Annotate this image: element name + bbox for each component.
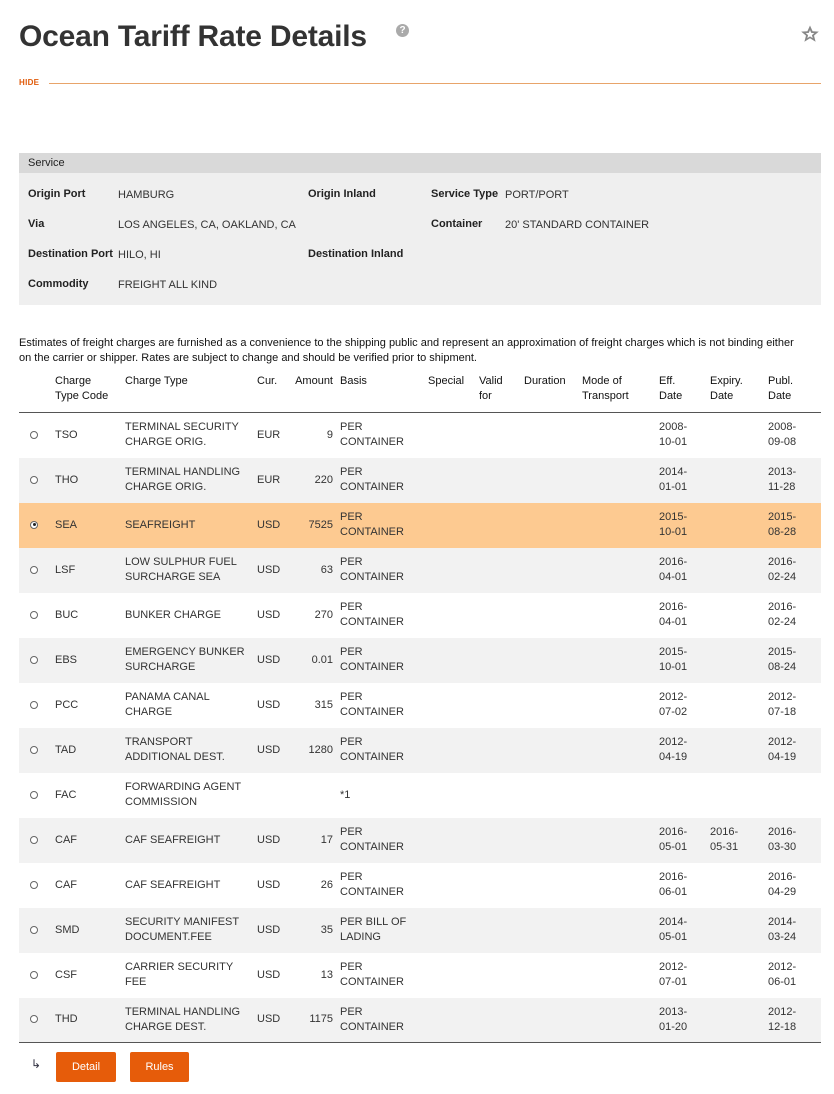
duration-cell xyxy=(524,818,582,863)
expiry-date-cell xyxy=(710,503,768,548)
row-radio-button[interactable] xyxy=(30,431,38,439)
eff-date-cell: 2016- 04-01 xyxy=(659,601,688,628)
publ-date-cell: 2013- 11-28 xyxy=(768,458,821,503)
row-radio-button[interactable] xyxy=(30,701,38,709)
destination-port-value: HILO, HI xyxy=(118,249,161,261)
publ-date-cell: 2015- 08-28 xyxy=(768,503,821,548)
hide-toggle-row xyxy=(19,78,821,90)
charge-code-cell: FAC xyxy=(55,788,77,801)
special-cell xyxy=(428,773,479,818)
eff-date-cell: 2016- 04-01 xyxy=(659,548,710,593)
container-value: 20' STANDARD CONTAINER xyxy=(505,219,650,231)
duration-cell xyxy=(524,953,582,998)
charge-code-cell: BUC xyxy=(55,608,79,621)
col-amount-header: Amount xyxy=(287,372,340,413)
duration-cell xyxy=(524,773,582,818)
charge-code-cell: SEA xyxy=(55,503,125,548)
charge-type-cell: LOW SULPHUR FUEL SURCHARGE SEA xyxy=(125,548,257,593)
selection-arrow-icon: ↳ xyxy=(31,1057,42,1071)
hide-link[interactable]: HIDE xyxy=(19,78,40,87)
currency-cell: EUR xyxy=(257,428,281,441)
eff-date-cell: 2014- 05-01 xyxy=(659,908,710,953)
amount-cell: 13 xyxy=(320,968,333,981)
origin-port-label: Origin Port xyxy=(28,188,86,200)
row-select-cell xyxy=(19,503,55,548)
charge-code-cell: CAF xyxy=(55,818,125,863)
currency-cell: USD xyxy=(257,728,287,773)
publ-date-cell: 2015- 08-24 xyxy=(768,638,821,683)
currency-cell: USD xyxy=(257,608,281,621)
row-radio-button[interactable] xyxy=(30,881,38,889)
amount-cell: 0.01 xyxy=(287,638,340,683)
table-row[interactable] xyxy=(19,863,821,908)
mode-cell xyxy=(582,773,659,818)
row-radio-button[interactable] xyxy=(30,611,38,619)
charge-code-cell: CAF xyxy=(55,878,77,891)
basis-cell: PER CONTAINER xyxy=(340,421,404,449)
publ-date-cell: 2016- 02-24 xyxy=(768,548,821,593)
currency-cell: EUR xyxy=(257,458,287,503)
divider xyxy=(49,83,821,84)
row-radio-button[interactable] xyxy=(30,791,38,799)
detail-button[interactable]: Detail xyxy=(56,1052,116,1082)
special-cell xyxy=(428,458,479,503)
special-cell xyxy=(428,638,479,683)
eff-date-cell: 2015- 10-01 xyxy=(659,503,710,548)
charge-type-cell: TRANSPORT ADDITIONAL DEST. xyxy=(125,728,257,773)
eff-date-cell: 2016- 05-01 xyxy=(659,818,710,863)
basis-cell: PER CONTAINER xyxy=(340,728,428,773)
rates-table xyxy=(19,372,821,1043)
basis-cell: PER CONTAINER xyxy=(340,548,428,593)
mode-cell xyxy=(582,503,659,548)
duration-cell xyxy=(524,728,582,773)
eff-date-cell: 2013- 01-20 xyxy=(659,998,710,1043)
help-icon[interactable]: ? xyxy=(396,24,409,37)
expiry-date-cell: 2016- 05-31 xyxy=(710,818,768,863)
currency-cell: USD xyxy=(257,503,287,548)
special-cell xyxy=(428,728,479,773)
charge-type-cell: CAF SEAFREIGHT xyxy=(125,818,257,863)
publ-date-cell: 2016- 03-30 xyxy=(768,818,821,863)
special-cell xyxy=(428,683,479,728)
duration-cell xyxy=(524,683,582,728)
page-title: Ocean Tariff Rate Details xyxy=(19,20,367,53)
amount-cell: 63 xyxy=(287,548,340,593)
table-row[interactable] xyxy=(19,953,821,998)
row-select-cell xyxy=(19,998,55,1043)
valid-for-cell xyxy=(479,638,524,683)
valid-for-cell xyxy=(479,773,524,818)
mode-cell xyxy=(582,593,659,638)
commodity-value: FREIGHT ALL KIND xyxy=(118,279,218,291)
origin-inland-label: Origin Inland xyxy=(308,188,376,200)
col-mode-header: Mode of Transport xyxy=(582,372,659,413)
charge-type-cell: FORWARDING AGENT COMMISSION xyxy=(125,781,242,808)
eff-date-cell: 2014- 01-01 xyxy=(659,458,710,503)
row-select-cell xyxy=(19,863,55,908)
table-row[interactable] xyxy=(19,548,821,593)
mode-cell xyxy=(582,998,659,1043)
special-cell xyxy=(428,998,479,1043)
valid-for-cell xyxy=(479,728,524,773)
duration-cell xyxy=(524,638,582,683)
amount-cell: 220 xyxy=(287,458,340,503)
service-header: Service xyxy=(19,153,821,173)
expiry-date-cell xyxy=(710,638,768,683)
publ-date-cell: 2012- 07-18 xyxy=(768,691,797,718)
mode-cell xyxy=(582,548,659,593)
currency-cell: USD xyxy=(257,818,287,863)
row-radio-button[interactable] xyxy=(30,521,38,529)
charge-code-cell: TAD xyxy=(55,728,125,773)
basis-cell: PER CONTAINER xyxy=(340,961,404,988)
currency-cell: USD xyxy=(257,698,281,711)
row-select-cell xyxy=(19,728,55,773)
row-radio-button[interactable] xyxy=(30,971,38,979)
col-charge-type-code-header: Charge Type Code xyxy=(55,372,125,413)
amount-cell: 315 xyxy=(314,698,333,711)
currency-cell: USD xyxy=(257,968,281,981)
row-select-cell xyxy=(19,638,55,683)
via-value: LOS ANGELES, CA, OAKLAND, CA xyxy=(118,219,296,231)
charge-code-cell: EBS xyxy=(55,638,125,683)
valid-for-cell xyxy=(479,413,524,458)
duration-cell xyxy=(524,998,582,1043)
service-panel xyxy=(19,153,821,305)
table-row[interactable] xyxy=(19,413,821,458)
row-select-cell xyxy=(19,683,55,728)
basis-cell: PER CONTAINER xyxy=(340,818,428,863)
duration-cell xyxy=(524,593,582,638)
table-row[interactable] xyxy=(19,683,821,728)
expiry-date-cell xyxy=(710,773,768,818)
mode-cell xyxy=(582,728,659,773)
currency-cell: USD xyxy=(257,908,287,953)
basis-cell: PER CONTAINER xyxy=(340,601,404,628)
amount-cell: 1280 xyxy=(287,728,340,773)
amount-cell: 1175 xyxy=(287,998,340,1043)
amount-cell: 26 xyxy=(320,878,333,891)
expiry-date-cell xyxy=(710,728,768,773)
rules-button[interactable]: Rules xyxy=(130,1052,189,1082)
mode-cell xyxy=(582,953,659,998)
valid-for-cell xyxy=(479,458,524,503)
col-duration-header: Duration xyxy=(524,372,582,413)
table-row[interactable] xyxy=(19,593,821,638)
expiry-date-cell xyxy=(710,593,768,638)
duration-cell xyxy=(524,413,582,458)
row-select-cell xyxy=(19,413,55,458)
mode-cell xyxy=(582,863,659,908)
destination-port-label: Destination Port xyxy=(28,248,113,260)
duration-cell xyxy=(524,908,582,953)
valid-for-cell xyxy=(479,863,524,908)
eff-date-cell: 2008- 10-01 xyxy=(659,421,688,449)
valid-for-cell xyxy=(479,998,524,1043)
table-row[interactable] xyxy=(19,458,821,503)
expiry-date-cell xyxy=(710,458,768,503)
via-label: Via xyxy=(28,218,45,230)
currency-cell: USD xyxy=(257,548,287,593)
amount-cell: 35 xyxy=(287,908,340,953)
special-cell xyxy=(428,548,479,593)
col-publ-date-header: Publ. Date xyxy=(768,372,821,413)
charge-type-cell: CAF SEAFREIGHT xyxy=(125,878,221,891)
row-radio-button[interactable] xyxy=(30,1015,38,1023)
row-select-cell xyxy=(19,458,55,503)
expiry-date-cell xyxy=(710,953,768,998)
basis-cell: *1 xyxy=(340,788,351,801)
currency-cell: USD xyxy=(257,638,287,683)
col-special-header: Special xyxy=(428,372,479,413)
row-select-cell xyxy=(19,548,55,593)
charge-type-cell: CARRIER SECURITY FEE xyxy=(125,961,234,988)
col-valid-for-header: Valid for xyxy=(479,372,524,413)
expiry-date-cell xyxy=(710,413,768,458)
table-row[interactable] xyxy=(19,998,821,1043)
basis-cell: PER CONTAINER xyxy=(340,998,428,1043)
service-type-value: PORT/PORT xyxy=(505,189,569,201)
charge-type-cell: SEAFREIGHT xyxy=(125,503,257,548)
expiry-date-cell xyxy=(710,863,768,908)
expiry-date-cell xyxy=(710,998,768,1043)
currency-cell: USD xyxy=(257,998,287,1043)
valid-for-cell xyxy=(479,908,524,953)
expiry-date-cell xyxy=(710,908,768,953)
expiry-date-cell xyxy=(710,548,768,593)
table-row[interactable] xyxy=(19,638,821,683)
duration-cell xyxy=(524,863,582,908)
charge-code-cell: CSF xyxy=(55,968,77,981)
special-cell xyxy=(428,953,479,998)
col-charge-type-header: Charge Type xyxy=(125,372,257,413)
eff-date-cell: 2012- 04-19 xyxy=(659,728,710,773)
publ-date-cell: 2012- 06-01 xyxy=(768,961,797,988)
mode-cell xyxy=(582,908,659,953)
amount-cell: 9 xyxy=(326,428,333,441)
mode-cell xyxy=(582,818,659,863)
currency-cell: USD xyxy=(257,878,281,891)
special-cell xyxy=(428,818,479,863)
valid-for-cell xyxy=(479,953,524,998)
basis-cell: PER CONTAINER xyxy=(340,638,428,683)
publ-date-cell: 2014- 03-24 xyxy=(768,908,821,953)
publ-date-cell: 2008- 09-08 xyxy=(768,421,797,449)
charge-code-cell: TSO xyxy=(55,428,78,441)
row-radio-button[interactable] xyxy=(30,836,38,844)
charge-type-cell: SECURITY MANIFEST DOCUMENT.FEE xyxy=(125,908,257,953)
row-radio-button[interactable] xyxy=(30,476,38,484)
eff-date-cell: 2012- 07-02 xyxy=(659,691,688,718)
expiry-date-cell xyxy=(710,683,768,728)
duration-cell xyxy=(524,548,582,593)
mode-cell xyxy=(582,638,659,683)
publ-date-cell: 2012- 12-18 xyxy=(768,998,821,1043)
table-row[interactable] xyxy=(19,773,821,818)
row-select-cell xyxy=(19,953,55,998)
charge-code-cell: THO xyxy=(55,458,125,503)
basis-cell: PER CONTAINER xyxy=(340,871,404,898)
basis-cell: PER CONTAINER xyxy=(340,458,428,503)
duration-cell xyxy=(524,503,582,548)
charge-type-cell: BUNKER CHARGE xyxy=(125,608,221,621)
col-eff-date-header: Eff. Date xyxy=(659,372,710,413)
row-radio-button[interactable] xyxy=(30,656,38,664)
valid-for-cell xyxy=(479,593,524,638)
col-expiry-date-header: Expiry. Date xyxy=(710,372,768,413)
basis-cell: PER CONTAINER xyxy=(340,691,404,718)
amount-cell xyxy=(287,773,340,818)
row-select-cell xyxy=(19,908,55,953)
special-cell xyxy=(428,593,479,638)
charge-type-cell: TERMINAL HANDLING CHARGE DEST. xyxy=(125,998,257,1043)
mode-cell xyxy=(582,683,659,728)
publ-date-cell xyxy=(768,773,821,818)
col-basis-header: Basis xyxy=(340,372,428,413)
amount-cell: 17 xyxy=(287,818,340,863)
publ-date-cell: 2016- 04-29 xyxy=(768,871,797,898)
valid-for-cell xyxy=(479,818,524,863)
destination-inland-label: Destination Inland xyxy=(308,248,404,260)
favorite-star-icon[interactable] xyxy=(800,24,820,44)
special-cell xyxy=(428,413,479,458)
currency-cell xyxy=(257,773,287,818)
basis-cell: PER CONTAINER xyxy=(340,503,428,548)
row-select-cell xyxy=(19,593,55,638)
mode-cell xyxy=(582,458,659,503)
duration-cell xyxy=(524,458,582,503)
charge-code-cell: PCC xyxy=(55,698,79,711)
charge-code-cell: SMD xyxy=(55,908,125,953)
mode-cell xyxy=(582,413,659,458)
special-cell xyxy=(428,863,479,908)
charge-type-cell: TERMINAL HANDLING CHARGE ORIG. xyxy=(125,458,257,503)
charge-type-cell: PANAMA CANAL CHARGE xyxy=(125,691,210,718)
table-row[interactable] xyxy=(19,728,821,773)
origin-port-value: HAMBURG xyxy=(118,189,175,201)
service-type-label: Service Type xyxy=(431,188,499,200)
valid-for-cell xyxy=(479,503,524,548)
basis-cell: PER BILL OF LADING xyxy=(340,908,428,953)
publ-date-cell: 2016- 02-24 xyxy=(768,601,797,628)
col-currency-header: Cur. xyxy=(257,372,287,413)
eff-date-cell xyxy=(659,773,710,818)
charge-code-cell: THD xyxy=(55,998,125,1043)
table-row[interactable] xyxy=(19,908,821,953)
amount-cell: 270 xyxy=(314,608,333,621)
charge-type-cell: EMERGENCY BUNKER SURCHARGE xyxy=(125,638,257,683)
row-select-cell xyxy=(19,818,55,863)
charge-code-cell: LSF xyxy=(55,548,125,593)
row-radio-button[interactable] xyxy=(30,566,38,574)
table-row[interactable] xyxy=(19,503,821,548)
disclaimer-text: Estimates of freight charges are furnished as a convenience to the shipping public and represent an approximation of freight charges which is not binding either on the carrier or shipper. Rates are subject to change and should be verified prior to shipment. xyxy=(19,337,794,364)
valid-for-cell xyxy=(479,683,524,728)
col-select-header xyxy=(19,372,55,413)
commodity-label: Commodity xyxy=(28,278,89,290)
special-cell xyxy=(428,503,479,548)
row-radio-button[interactable] xyxy=(30,746,38,754)
row-radio-button[interactable] xyxy=(30,926,38,934)
container-label: Container xyxy=(431,218,483,230)
eff-date-cell: 2016- 06-01 xyxy=(659,871,688,898)
publ-date-cell: 2012- 04-19 xyxy=(768,728,821,773)
row-select-cell xyxy=(19,773,55,818)
eff-date-cell: 2012- 07-01 xyxy=(659,961,688,988)
valid-for-cell xyxy=(479,548,524,593)
special-cell xyxy=(428,908,479,953)
eff-date-cell: 2015- 10-01 xyxy=(659,638,710,683)
amount-cell: 7525 xyxy=(287,503,340,548)
table-header-row xyxy=(19,372,821,413)
charge-type-cell: TERMINAL SECURITY CHARGE ORIG. xyxy=(125,421,239,449)
table-row[interactable] xyxy=(19,818,821,863)
